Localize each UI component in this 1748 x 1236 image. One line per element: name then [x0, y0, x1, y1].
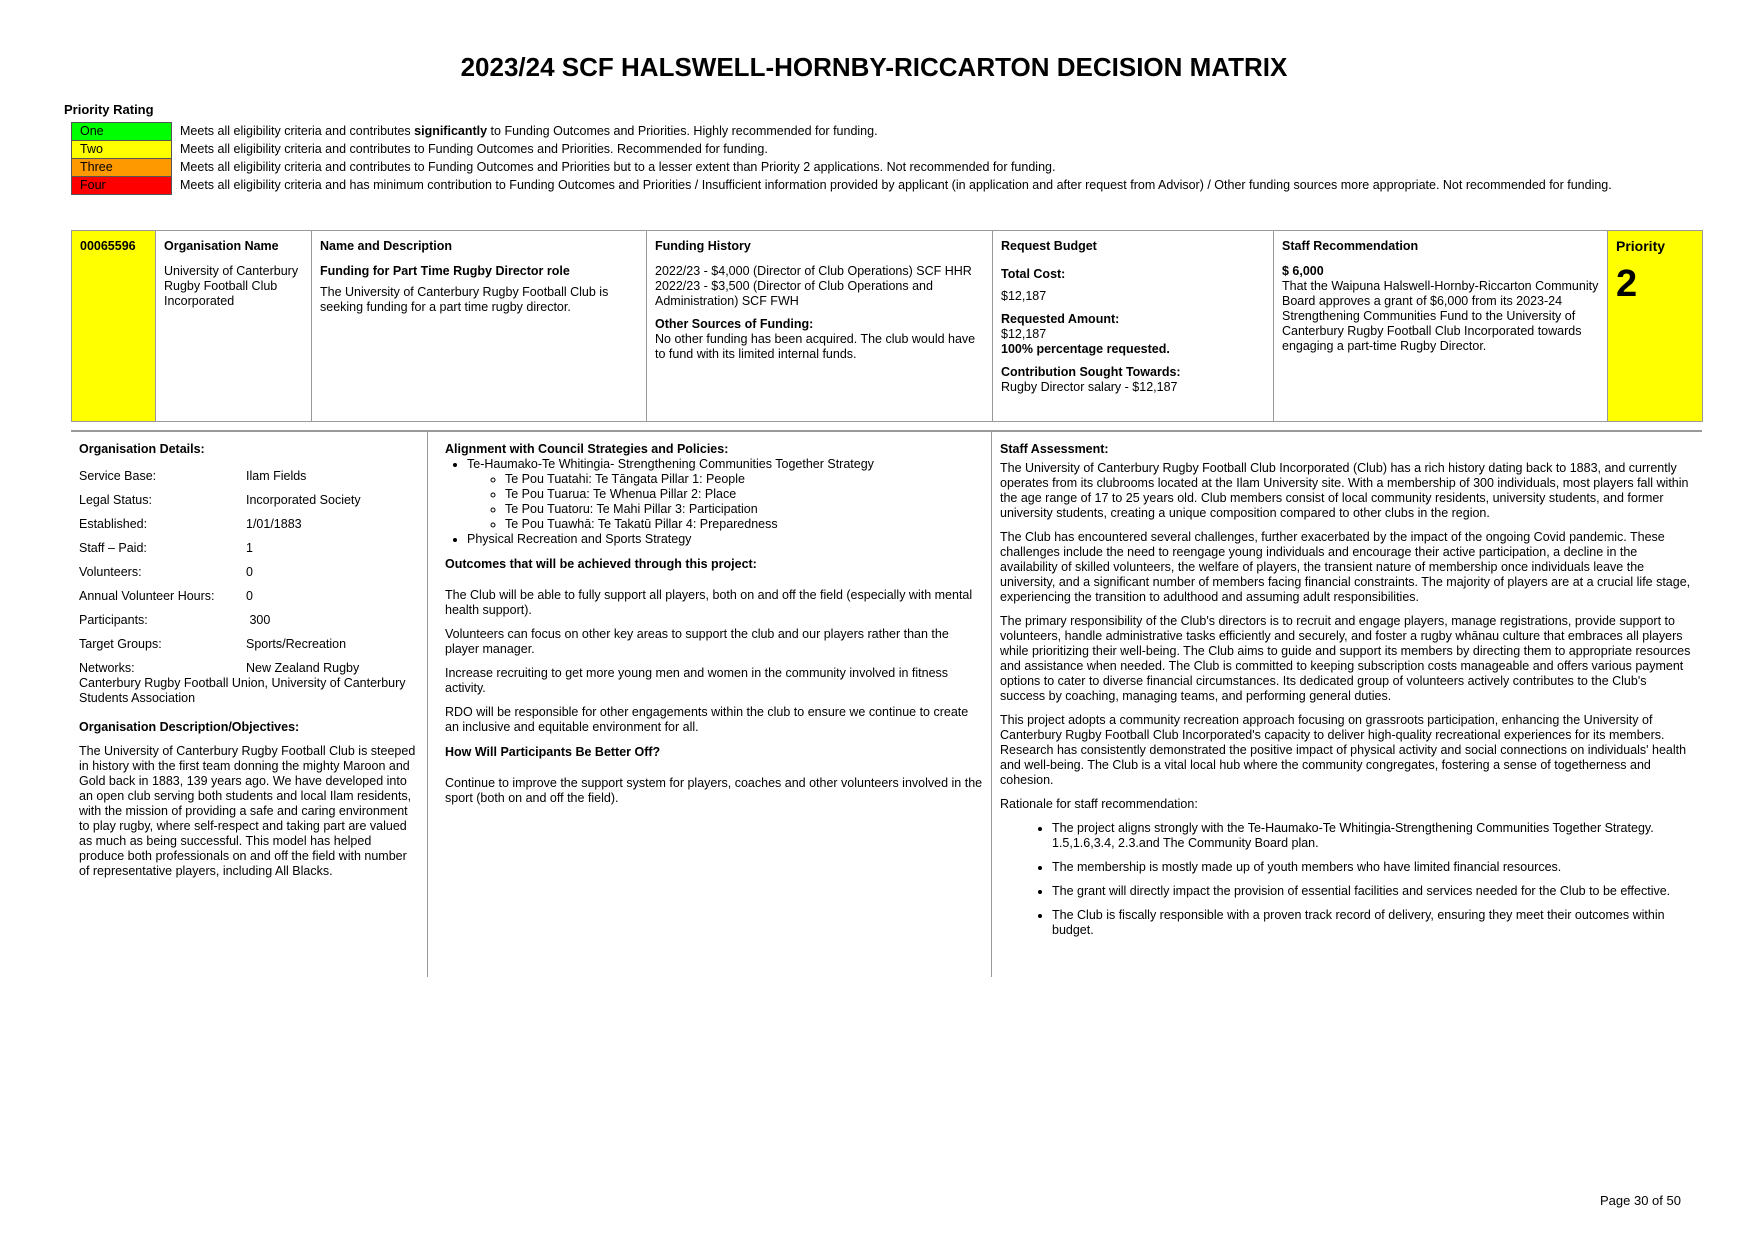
- pillar-item: ◦ Te Pou Tuarua: Te Whenua Pillar 2: Place: [505, 487, 983, 502]
- desc-heading: Name and Description: [320, 239, 452, 253]
- detail-row: Staff – Paid: 1: [79, 541, 253, 555]
- assessment-paragraph: This project adopts a community recreation approach focusing on grassroots participation, enhancing the University of Canterbury Rugby Football Club Incorporated's capacity to deliver high-quality recreational experiences for its members. Research has consistently demonstrated the positive impact of physical activity and social connections on individuals' health and well-being. The Club is a vital local hub where the community congregates, fostering a sense of togetherness and cohesion.: [1000, 713, 1687, 787]
- application-id: 00065596: [72, 231, 156, 422]
- objectives-heading: Organisation Description/Objectives:: [79, 720, 300, 734]
- history-item: 2022/23 - $3,500 (Director of Club Operations and Administration) SCF FWH: [655, 279, 933, 308]
- swatch-two: Two: [72, 141, 172, 159]
- legend-desc-four: Meets all eligibility criteria and has minimum contribution to Funding Outcomes and Priorities / Insufficient information provided by applicant (in application and after request from Advisor) / Other funding sources more appropriate. Not recommended for funding.: [180, 177, 1612, 192]
- contribution-label: Contribution Sought Towards:: [1001, 365, 1181, 379]
- priority-heading: Priority: [1616, 238, 1666, 254]
- detail-row: Established: 1/01/1883: [79, 517, 302, 531]
- project-description: The University of Canterbury Rugby Football Club is seeking funding for a part time rugby director.: [320, 285, 609, 314]
- detail-row: Volunteers: 0: [79, 565, 253, 579]
- outcome-item: RDO will be responsible for other engagements within the club to ensure we continue to create an inclusive and equitable environment for all.: [445, 705, 969, 734]
- assessment-paragraph: The primary responsibility of the Club's directors is to recruit and engage players, manage registrations, provide support to volunteers, handle administrative tasks efficiently and securely, and foster a rugby whānau culture that embraces all players while prioritizing their well-being. The Club aims to guide and support its members by directing them to appropriate resources and assistance when needed. The Club is committed to keeping subscription costs manageable and offers various payment options to cater to diverse financial circumstances. Its dedicated group of volunteers actively contributes to the Club's success by coaching, managing teams, and performing general duties.: [1000, 614, 1691, 703]
- organisation-details: [71, 432, 428, 977]
- strategy-item: • Te-Haumako-Te Whitingia- Strengthening Communities Together Strategy ◦ Te Pou Tuatahi: Te Tāngata Pillar 1: People ◦ Te Pou Tuarua: Te Whenua Pillar 2: Place ◦ Te Pou Tuatoru: Te Mahi Pillar 3: Participation ◦ Te Pou Tuawhā: Te Takatū Pillar 4: Preparedness: [467, 457, 983, 532]
- legend-desc-two: Meets all eligibility criteria and contributes to Funding Outcomes and Priorities. Recommended for funding.: [180, 141, 768, 156]
- strategy-item: • Physical Recreation and Sports Strategy: [467, 532, 983, 547]
- requested-label: Requested Amount:: [1001, 312, 1120, 326]
- rationale-item: • The Club is fiscally responsible with a proven track record of delivery, ensuring they meet their outcomes within budget.: [1052, 908, 1694, 938]
- outcome-item: Increase recruiting to get more young men and women in the community involved in fitness activity.: [445, 666, 949, 695]
- detail-row: Legal Status: Incorporated Society: [79, 493, 361, 507]
- pillar-item: ◦ Te Pou Tuawhā: Te Takatū Pillar 4: Preparedness: [505, 517, 983, 532]
- pillar-item: ◦ Te Pou Tuatoru: Te Mahi Pillar 3: Participation: [505, 502, 983, 517]
- priority-cell: [1608, 231, 1703, 422]
- priority-rating-heading: Priority Rating: [64, 102, 154, 117]
- budget-heading: Request Budget: [1001, 239, 1097, 253]
- pillar-item: ◦ Te Pou Tuatahi: Te Tāngata Pillar 1: People: [505, 472, 983, 487]
- rationale-item: • The grant will directly impact the provision of essential facilities and services needed for the Club to be effective.: [1052, 884, 1694, 899]
- total-cost-label: Total Cost:: [1001, 267, 1066, 281]
- priority-rating-legend: [71, 122, 1651, 195]
- assessment-paragraph: The University of Canterbury Rugby Football Club Incorporated (Club) has a rich history dating back to 1883, and currently operates from its clubrooms located at the Ilam University site. With a membership of 300 individuals, most players fall within the age range of 17 to 25 years old. Club members consist of local community residents, university students, and former university students, creating a unique composition compared to other clubs in the region.: [1000, 461, 1689, 520]
- legend-row-one: [72, 123, 1651, 141]
- detail-row: Service Base: Ilam Fields: [79, 469, 307, 483]
- rec-text: That the Waipuna Halswell-Hornby-Riccarton Community Board approves a grant of $6,000 from its 2023-24 Strengthening Communities Fund to the University of Canterbury Rugby Football Club Incorporated towards engaging a part-time Rugby Director.: [1282, 279, 1599, 353]
- summary-table: [71, 230, 1703, 422]
- priority-number: 2: [1616, 263, 1638, 305]
- detail-row: Target Groups: Sports/Recreation: [79, 637, 347, 651]
- percentage-requested: 100% percentage requested.: [1001, 342, 1170, 356]
- assessment-heading: Staff Assessment:: [1000, 442, 1109, 456]
- detail-row: Annual Volunteer Hours: 0: [79, 589, 253, 603]
- rec-amount: $ 6,000: [1282, 264, 1324, 278]
- funding-history-cell: [647, 231, 993, 422]
- legend-row-three: [72, 159, 1651, 177]
- legend-row-four: [72, 177, 1651, 195]
- legend-desc-three: Meets all eligibility criteria and contributes to Funding Outcomes and Priorities but to a lesser extent than Priority 2 applications. Not recommended for funding.: [180, 159, 1056, 174]
- rationale-item: • The membership is mostly made up of youth members who have limited financial resources.: [1052, 860, 1694, 875]
- total-cost: $12,187: [1001, 289, 1047, 303]
- page-number: Page 30 of 50: [1600, 1193, 1681, 1208]
- objectives-text: The University of Canterbury Rugby Football Club is steeped in history with the first team donning the mighty Maroon and Gold back in 1883, 139 years ago. We have developed into an open club serving both students and local Ilam residents, with the mission of providing a safe and caring environment to play rugby, where self-respect and taking part are valued as much as being successful. This model has helped produce both professionals on and off the field with number of representative players, including All Blacks.: [79, 744, 416, 878]
- detail-row: Participants: 300: [79, 613, 271, 627]
- details-section: [71, 430, 1702, 937]
- legend-row-two: [72, 141, 1651, 159]
- other-sources: No other funding has been acquired. The club would have to fund with its limited internal funds.: [655, 332, 976, 361]
- rationale-list: [1000, 821, 1694, 938]
- rec-heading: Staff Recommendation: [1282, 239, 1419, 253]
- page-title: 2023/24 SCF HALSWELL-HORNBY-RICCARTON DECISION MATRIX: [460, 52, 1288, 82]
- other-sources-heading: Other Sources of Funding:: [655, 317, 814, 331]
- staff-assessment: [992, 432, 1702, 957]
- org-details-heading: Organisation Details:: [79, 442, 205, 456]
- organisation-name-cell: [156, 231, 312, 422]
- outcome-item: The Club will be able to fully support all players, both on and off the field (especially with mental health support).: [445, 588, 973, 617]
- swatch-three: Three: [72, 159, 172, 177]
- history-item: 2022/23 - $4,000 (Director of Club Operations) SCF HHR: [655, 264, 972, 278]
- networks: Networks: New Zealand Rugby Canterbury Rugby Football Union, University of Canterbury Students Association: [79, 661, 406, 705]
- outcomes-heading: Outcomes that will be achieved through this project:: [445, 557, 757, 571]
- assessment-paragraph: The Club has encountered several challenges, further exacerbated by the impact of the ongoing Covid pandemic. These challenges include the need to reengage young individuals and encourage their active participation, a decline in the availability of skilled volunteers, the welfare of players, the transient nature of membership once individuals leave the university, and a significant number of members facing financial constraints. The majority of players are at a crucial life stage, experiencing the transition to adulthood and assuming adult responsibilities.: [1000, 530, 1691, 604]
- name-description-cell: [312, 231, 647, 422]
- alignment-section: [437, 432, 992, 977]
- swatch-one: One: [72, 123, 172, 141]
- org-name-heading: Organisation Name: [164, 239, 279, 253]
- staff-recommendation-cell: [1274, 231, 1608, 422]
- history-heading: Funding History: [655, 239, 751, 253]
- swatch-four: Four: [72, 177, 172, 195]
- requested-amount: $12,187: [1001, 327, 1047, 341]
- better-off-text: Continue to improve the support system for players, coaches and other volunteers involved in the sport (both on and off the field).: [445, 776, 983, 805]
- rationale-item: • The project aligns strongly with the Te-Haumako-Te Whitingia-Strengthening Communities Together Strategy. 1.5,1.6,3.4, 2.3.and The Community Board plan.: [1052, 821, 1694, 851]
- legend-desc-one: Meets all eligibility criteria and contributes significantly to Funding Outcomes and Priorities. Highly recommended for funding.: [180, 123, 878, 138]
- better-off-heading: How Will Participants Be Better Off?: [445, 745, 661, 759]
- project-title: Funding for Part Time Rugby Director role: [320, 264, 570, 278]
- request-budget-cell: [993, 231, 1274, 422]
- org-name: University of Canterbury Rugby Football Club Incorporated: [164, 264, 299, 308]
- rationale-heading: Rationale for staff recommendation:: [1000, 797, 1198, 811]
- contribution: Rugby Director salary - $12,187: [1001, 380, 1178, 394]
- alignment-heading: Alignment with Council Strategies and Policies:: [445, 442, 729, 456]
- outcome-item: Volunteers can focus on other key areas to support the club and our players rather than the player manager.: [445, 627, 949, 656]
